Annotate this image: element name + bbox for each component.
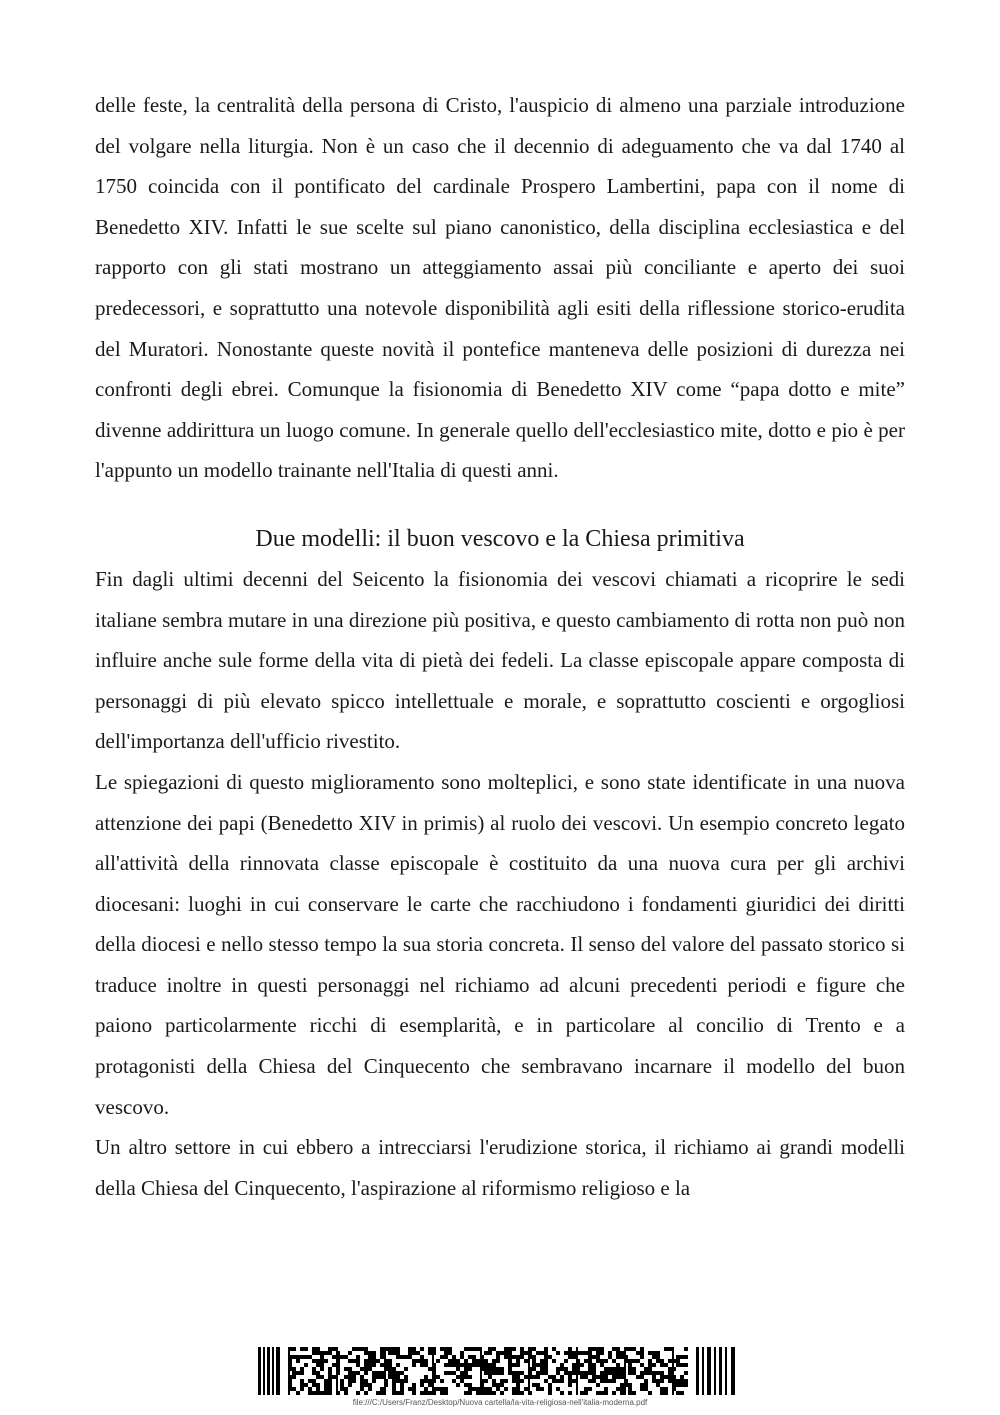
section-heading: Due modelli: il buon vescovo e la Chiesa primitiva <box>255 525 745 552</box>
body-paragraph-1: delle feste, la centralità della persona di Cristo, l'auspicio di almeno una parziale introduzione del volgare nella liturgia. Non è un caso che il decennio di adeguamento che va dal 1740 al 1750 coincida con il pontificato del cardinale Prospero Lambertini, papa con il nome di Benedetto XIV. Infatti le sue scelte sul piano canonistico, della disciplina ecclesiastica e del rapporto con gli stati mostrano un atteggiamento assai più conciliante e aperto dei suoi predecessori, e soprattutto una notevole disponibilità agli esiti della riflessione storico-erudita del Muratori. Nonostante queste novità il pontefice manteneva delle posizioni di durezza nei confronti degli ebrei. Comunque la fisionomia di Benedetto XIV come “papa dotto e mite” divenne addirittura un luogo comune. In generale quello dell'ecclesiastico mite, dotto e pio è per l'appunto un modello trainante nell'Italia di questi anni. <box>95 93 905 483</box>
barcode-image <box>248 1345 752 1397</box>
body-paragraph-2: Fin dagli ultimi decenni del Seicento la fisionomia dei vescovi chiamati a ricoprire le sedi italiane sembra mutare in una direzione più positiva, e questo cambiamento di rotta non può non influire anche sule forme della vita di pietà dei fedeli. La classe episcopale appare composta di personaggi di più elevato spicco intellettuale e morale, e soprattutto coscienti e orgogliosi dell'importanza dell'ufficio rivestito. <box>95 566 905 754</box>
body-paragraph-3: Le spiegazioni di questo miglioramento sono molteplici, e sono state identificate in una nuova attenzione dei papi (Benedetto XIV in primis) al ruolo dei vescovi. Un esempio concreto legato all'attività della rinnovata classe episcopale è costituito da una nuova cura per gli archivi diocesani: luoghi in cui conservare le carte che racchiudono i fondamenti giuridici dei diritti della diocesi e nello stesso tempo la sua storia concreta. Il senso del valore del passato storico si traduce inoltre in questi personaggi nel richiamo ad alcuni precedenti periodi e figure che paiono particolarmente ricchi di esemplarità, e in particolare al concilio di Trento e a protagonisti della Chiesa del Cinquecento che sembravano incarnare il modello del buon vescovo. <box>95 769 905 1119</box>
body-paragraph-4: Un altro settore in cui ebbero a intrecciarsi l'erudizione storica, il richiamo ai grandi modelli della Chiesa del Cinquecento, l'aspirazione al riformismo religioso e la <box>95 1135 905 1200</box>
file-path-caption: file:///C:/Users/Franz/Desktop/Nuova cartella/la-vita-religiosa-nell'italia-moderna.pdf <box>352 1398 648 1407</box>
document-page <box>95 85 905 1208</box>
